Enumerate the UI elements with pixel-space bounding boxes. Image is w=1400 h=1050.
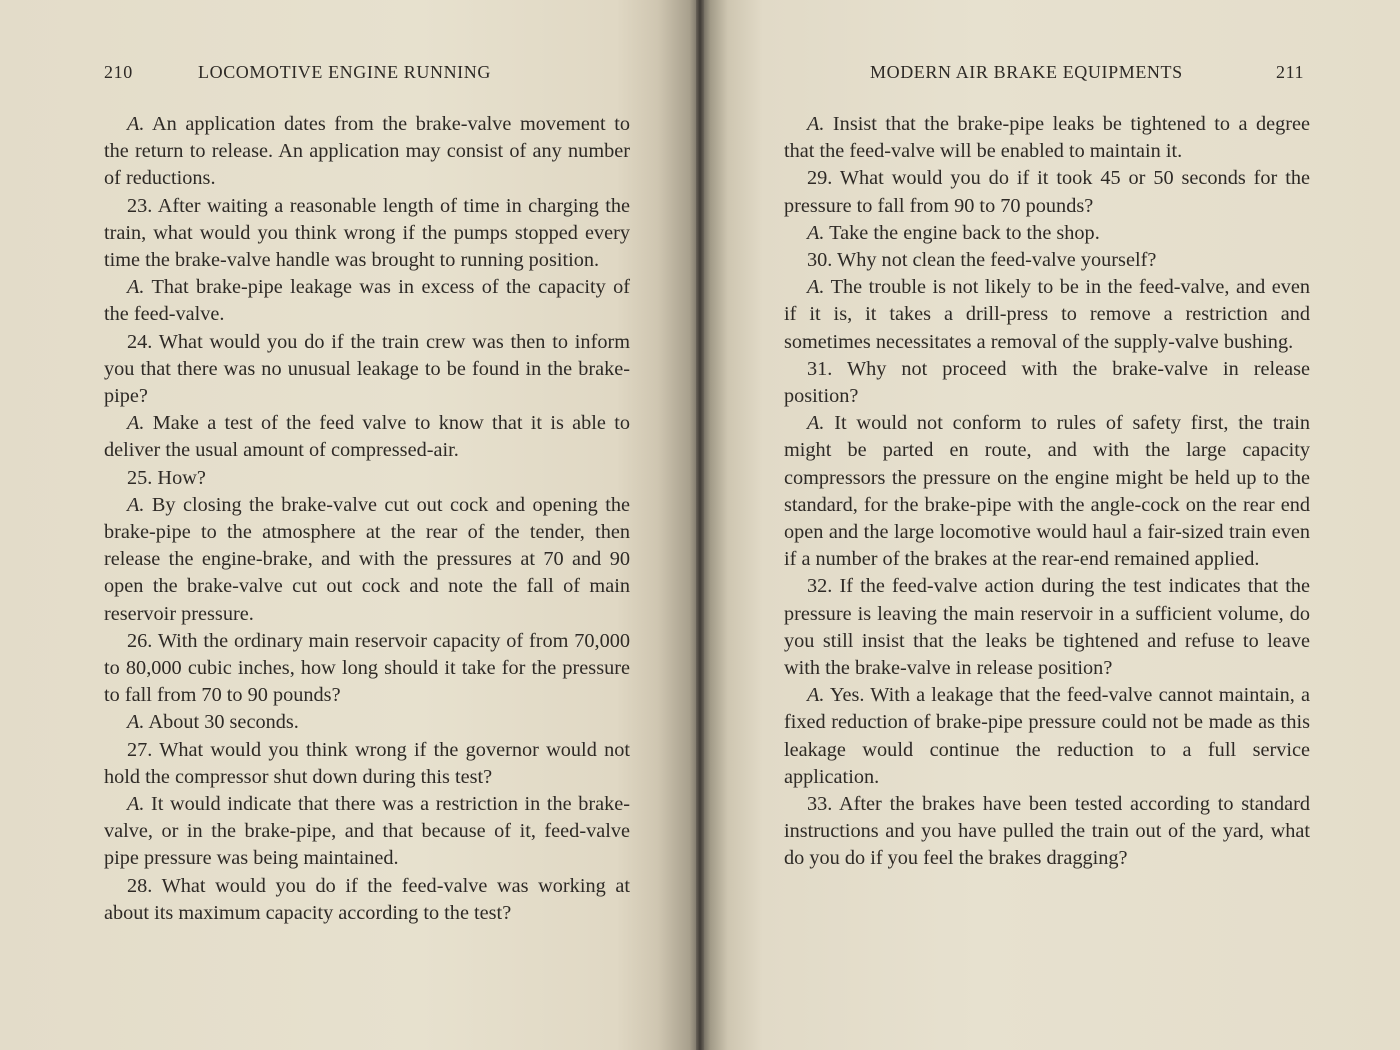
answer-marker: A. [127, 412, 145, 435]
paragraph [784, 410, 1310, 573]
paragraph [104, 709, 630, 736]
paragraph-text: About 30 seconds. [144, 711, 299, 734]
question-text: 27. What would you think wrong if the governor would not hold the compressor shut down during this test? [104, 738, 630, 788]
question-text: 31. Why not proceed with the brake-valve in release position? [784, 357, 1310, 408]
question-text: 26. With the ordinary main reservoir capacity of from 70,000 to 80,000 cubic inches, how long should it take for the pressure to fall from 70 to 90 pounds? [104, 629, 630, 707]
question [104, 873, 630, 927]
right-page [700, 0, 1400, 1050]
answer-marker: A. [127, 276, 145, 299]
left-running-head: LOCOMOTIVE ENGINE RUNNING [198, 62, 491, 82]
paragraph-text: It would indicate that there was a restriction in the brake-valve, or in the brake-pipe, and that because of it, feed-valve pipe pressure was being maintained. [104, 793, 630, 870]
paragraph [104, 274, 630, 328]
question [784, 573, 1310, 682]
question [104, 628, 630, 710]
question-text: 25. How? [127, 466, 206, 489]
left-page-body [104, 111, 630, 927]
right-page-number: 211 [1276, 62, 1305, 82]
question-text: 29. What would you do if it took 45 or 50 seconds for the pressure to fall from 90 to 70 pounds? [784, 167, 1310, 217]
question [784, 247, 1310, 274]
question [104, 465, 630, 492]
paragraph [104, 791, 630, 873]
paragraph [784, 682, 1310, 791]
paragraph-text: Yes. With a leakage that the feed-valve cannot maintain, a fixed reduction of brake-pipe pressure could not be made as this leakage would continue the reduction to a full service application. [784, 684, 1310, 788]
answer-marker: A. [807, 276, 825, 299]
question [104, 329, 630, 411]
answer-marker: A. [807, 412, 825, 435]
question [784, 356, 1310, 410]
answer-marker: A. [807, 113, 825, 135]
answer-marker: A. [127, 113, 145, 135]
paragraph-text: That brake-pipe leakage was in excess of the capacity of the feed-valve. [104, 276, 630, 326]
paragraph-text: An application dates from the brake-valve movement to the return to release. An application may consist of any number of reductions. [104, 113, 630, 190]
paragraph-text: Make a test of the feed valve to know that it is able to deliver the usual amount of compressed-air. [104, 412, 630, 462]
question-text: 30. Why not clean the feed-valve yourself? [807, 249, 1157, 272]
paragraph-text: It would not conform to rules of safety first, the train might be parted en route, and with the large capacity compressors the pressure on the engine might be held up to the standard, for the brake-pipe with the angle-cock on the rear end open and the large locomotive would haul a fair-sized train even if a number of the brakes at the rear-end remained applied. [784, 412, 1310, 571]
paragraph [104, 410, 630, 464]
question-text: 24. What would you do if the train crew was then to inform you that there was no unusual leakage to be found in the brake-pipe? [104, 330, 630, 408]
question [784, 791, 1310, 873]
paragraph [104, 111, 630, 193]
paragraph-text: Insist that the brake-pipe leaks be tightened to a degree that the feed-valve will be enabled to maintain it. [784, 113, 1310, 163]
answer-marker: A. [127, 493, 145, 516]
answer-marker: A. [127, 793, 145, 816]
question-text: 32. If the feed-valve action during the test indicates that the pressure is leaving the main reservoir in a sufficient volume, do you still insist that the leaks be tightened and refuse to leave with the brake-valve in release position? [784, 575, 1310, 680]
paragraph [104, 492, 630, 628]
answer-marker: A. [807, 221, 825, 244]
answer-marker: A. [807, 684, 825, 707]
question-text: 28. What would you do if the feed-valve was working at about its maximum capacity according to the test? [104, 874, 630, 924]
paragraph [784, 274, 1310, 356]
question [784, 165, 1310, 219]
paragraph [784, 111, 1310, 165]
left-page-number: 210 [104, 62, 133, 82]
right-page-body [784, 111, 1310, 873]
answer-marker: A. [127, 711, 145, 734]
book-gutter [696, 0, 704, 1050]
paragraph-text: By closing the brake-valve cut out cock and opening the brake-pipe to the atmosphere at the rear of the tender, then release the engine-brake, and with the pressures at 70 and 90 open the brake-valve cut out cock and note the fall of main reservoir pressure. [104, 493, 630, 625]
paragraph-text: Take the engine back to the shop. [824, 221, 1100, 244]
question-text: 33. After the brakes have been tested according to standard instructions and you have pulled the train out of the yard, what do you do if you feel the brakes dragging? [784, 793, 1310, 870]
paragraph-text: The trouble is not likely to be in the feed-valve, and even if it is, it takes a drill-press to remove a restriction and sometimes necessitates a removal of the supply-valve bushing. [784, 276, 1310, 353]
question [104, 193, 630, 275]
paragraph [784, 220, 1310, 247]
question-text: 23. After waiting a reasonable length of time in charging the train, what would you think wrong if the pumps stopped every time the brake-valve handle was brought to running position. [104, 194, 630, 272]
question [104, 737, 630, 791]
right-running-head: MODERN AIR BRAKE EQUIPMENTS [870, 62, 1183, 82]
